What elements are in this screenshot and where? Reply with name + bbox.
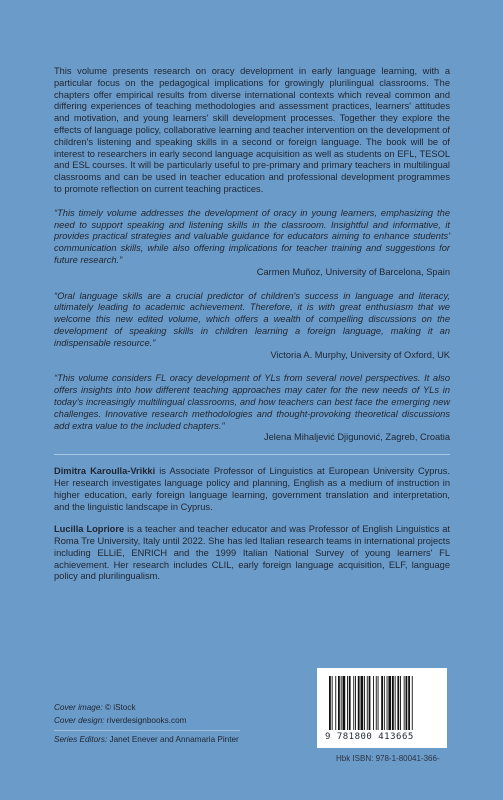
editor-bio-text: is Associate Professor of Linguistics at European University Cyprus. Her research investigates language policy and planning, English as a medium of instruction in higher education, early foreign language learning, government translation and interpretation, and the linguistic landscape in Cyprus. [54,466,450,512]
barcode [317,668,447,748]
editor-bio-2 [54,524,450,583]
endorsement-text: “This volume considers FL oracy development of YLs from several novel perspectives. It also offers insights into how different teaching approaches may cater for the new needs of YLs in today's increasingly multilingual classrooms, and how teachers can best face the emerging new challenges. Innovative research methodologies and thought-provoking theoretical discussions add extra value to the included chapters.” [54,373,450,431]
endorsement-2 [54,291,450,362]
isbn: Hbk ISBN: 978-1-80041-366- [336,754,440,763]
endorsement-attribution: Victoria A. Murphy, University of Oxford, UK [270,349,450,360]
editor-bio-text: is a teacher and teacher educator and was Professor of English Linguistics at Roma Tre University, Italy until 2022. She has led Italian research teams in international projects including ELLiE, ENRICH and the 1999 Italian National Survey of young learners' FL achievement. Her research includes CLIL, early foreign language acquisition, ELF, language policy and plurilingualism. [54,524,450,582]
editor-bio-1 [54,466,450,513]
editor-name: Lucilla Lopriore [54,524,125,535]
editor-name: Dimitra Karoulla-Vrikki [54,466,156,477]
credits-divider [54,730,240,731]
divider [54,454,450,455]
cover-design-credit: Cover design: riverdesignbooks.com [54,715,187,725]
endorsement-3 [54,373,450,444]
barcode-bars-icon [327,676,437,732]
cover-text [54,66,450,583]
book-description: This volume presents research on oracy development in early language learning, with a particular focus on the pedagogical implications for growingly plurilingual classrooms. The chapters offer empirical results from diverse international contexts which reveal common and differing experiences of teaching methodologies and assessment practices, learners' attitudes and motivation, and young learners' skill development processes. Together they explore the effects of language policy, collaborative learning and teacher intervention on the development of children's listening and speaking skills in a second or foreign language. The book will be of interest to researchers in early second language acquisition as well as students on EFL, TESOL and ESL courses. It will be particularly useful to pre-primary and primary teachers in multilingual classrooms and can be used in teacher education and professional development programmes to promote reflection on current teaching practices. [54,66,450,194]
endorsement-1 [54,208,450,279]
endorsement-attribution: Jelena Mihaljević Djigunović, Zagreb, Croatia [263,432,450,443]
endorsement-text: “This timely volume addresses the development of oracy in young learners, emphasizing the need to support speaking and listening skills in the classroom. Insightful and informative, it provides practical strategies and valuable guidance for educators aiming to enhance students' communication skills, while also offering implications for teacher training and suggestions for future research.” [54,207,450,265]
cover-image-credit: Cover image: © iStock [54,703,136,712]
cover-credits [54,702,304,727]
barcode-digits: 9 781800 413665 [325,732,414,742]
series-editors: Series Editors: Janet Enever and Annamaria Pinter [54,735,239,744]
endorsement-text: “Oral language skills are a crucial predictor of children's success in language and literacy, ultimately leading to academic achievement. Therefore, it is with great enthusiasm that we welcome this new edited volume, which offers a wealth of compelling discussions on the development of speaking skills in children learning a foreign language, making it an indispensable resource.” [54,290,450,348]
endorsement-attribution: Carmen Muñoz, University of Barcelona, Spain [256,266,450,277]
